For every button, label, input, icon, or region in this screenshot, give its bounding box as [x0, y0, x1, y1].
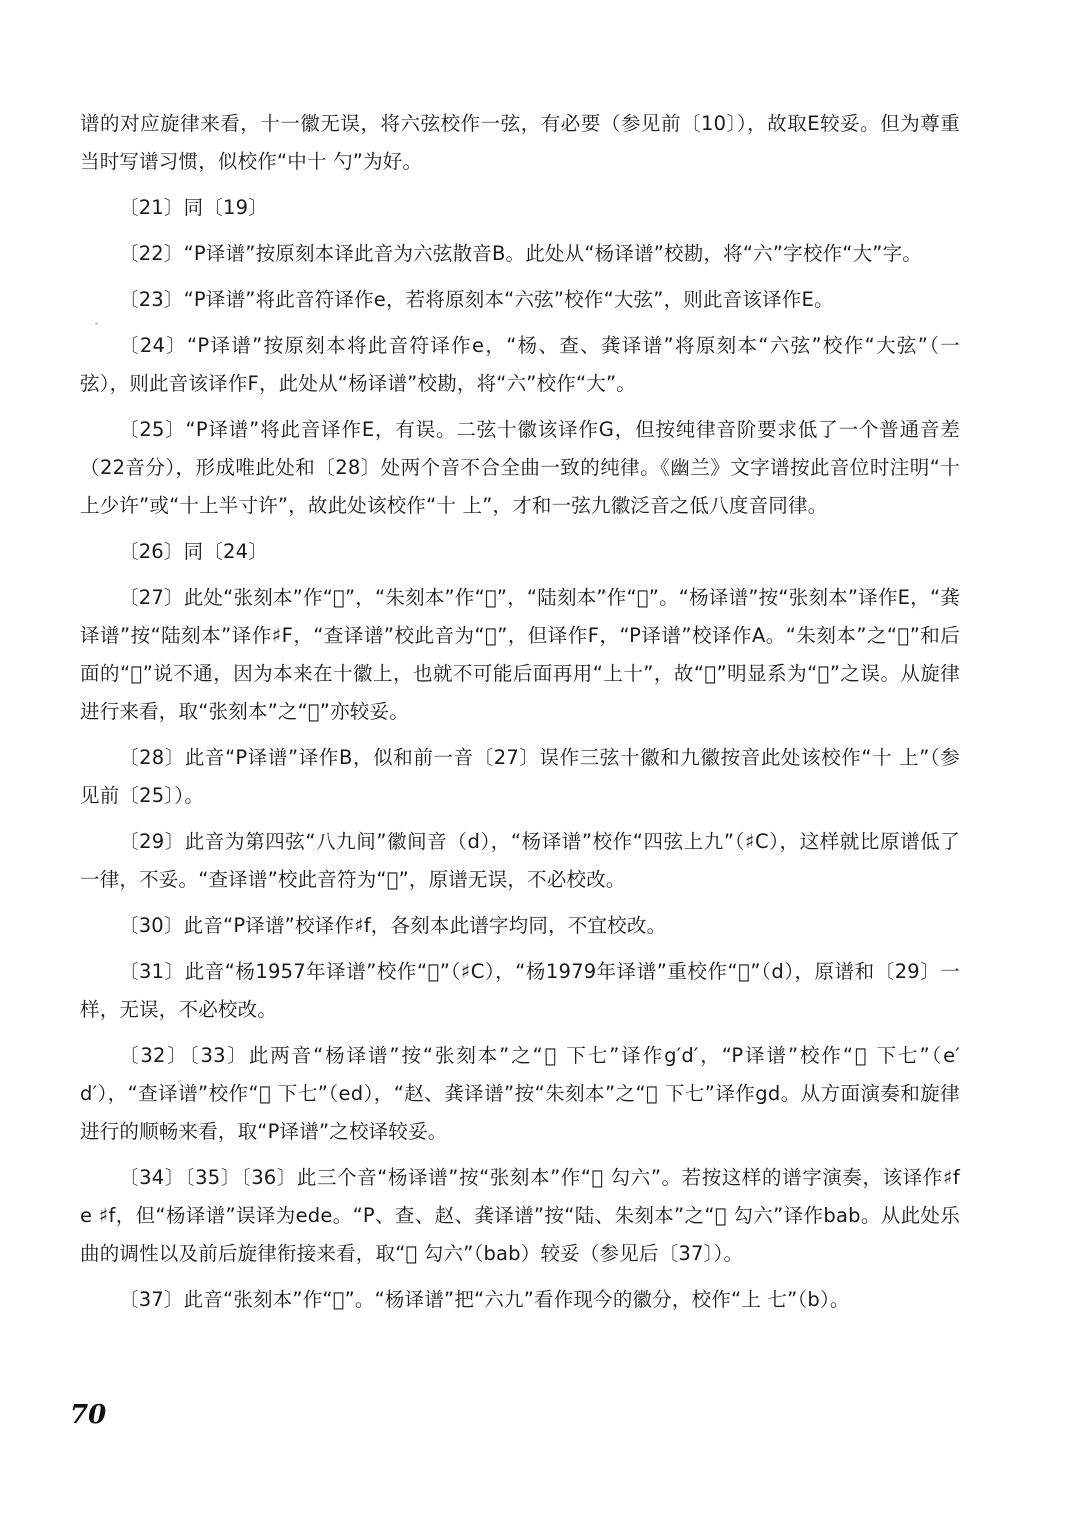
- page-number: 70: [70, 1400, 107, 1430]
- note-23: 〔23〕“P译谱”将此音符译作e，若将原刻本“六弦”校作“大弦”，则此音该译作E。: [119, 288, 834, 311]
- note-31: 〔31〕此音“杨1957年译谱”校作“𫝀”（♯C），“杨1979年译谱”重校作“𫝀”（d），原谱和〔29〕一样，无误，不必校改。: [80, 960, 960, 1021]
- note-22: 〔22〕“P译谱”按原刻本译此音为六弦散音B。此处从“杨译谱”校勘，将“六”字校作“大”字。: [119, 242, 922, 265]
- note-28: 〔28〕此音“P译谱”译作B，似和前一音〔27〕误作三弦十徽和九徽按音此处该校作“十 上”（参见前〔25〕）。: [80, 746, 960, 807]
- annotation-notes: [80, 105, 960, 1319]
- note-25: 〔25〕“P译谱”将此音译作E，有误。二弦十徽该译作G，但按纯律音阶要求低了一个普通音差（22音分），形成唯此处和〔28〕处两个音不合全曲一致的纯律。《幽兰》文字谱按此音位时注明“十上少许”或“十上半寸许”，故此处该校作“十 上”，才和一弦九徽泛音之低八度音同律。: [80, 418, 960, 517]
- note-24: 〔24〕“P译谱”按原刻本将此音符译作e，“杨、查、龚译谱”将原刻本“六弦”校作“大弦”（一弦），则此音该译作F，此处从“杨译谱”校勘，将“六”校作“大”。: [80, 334, 960, 395]
- ink-dot: [604, 591, 607, 594]
- note-32-33: 〔32〕〔33〕此两音“杨译谱”按“张刻本”之“𫝀 下七”译作g′d′，“P译谱”校作“𫝀 下七”（e′d′），“查译谱”校作“𫝀 下七”（ed），“赵、龚译谱”按“朱刻本”之“𫝀 下七”译作gd。从方面演奏和旋律进行的顺畅来看，取“P译谱”之校译较妥。: [80, 1044, 960, 1143]
- note-paragraph: 谱的对应旋律来看，十一徽无误，将六弦校作一弦，有必要（参见前〔10〕），故取E较妥。但为尊重当时写谱习惯，似校作“中十 勺”为好。: [80, 112, 960, 173]
- ink-dot: [95, 322, 98, 325]
- note-34-36: 〔34〕〔35〕〔36〕此三个音“杨译谱”按“张刻本”作“𫝀 勾六”。若按这样的谱字演奏，该译作♯f e ♯f，但“杨译谱”误译为ede。“P、查、赵、龚译谱”按“陆、朱刻本”之“𫝀 勾六”译作bab。从此处乐曲的调性以及前后旋律衔接来看，取“𫝀 勾六”（bab）较妥（参见后〔37〕）。: [80, 1166, 960, 1265]
- ink-dot: [178, 1080, 181, 1083]
- note-21: 〔21〕同〔19〕: [119, 196, 268, 219]
- note-26: 〔26〕同〔24〕: [119, 540, 268, 563]
- note-27: 〔27〕此处“张刻本”作“𫝀”，“朱刻本”作“𫝀”，“陆刻本”作“𫝀”。“杨译谱”按“张刻本”译作E，“龚译谱”按“陆刻本”译作♯F，“查译谱”校此音为“𫝀”，但译作F，“P译谱”校译作A。“朱刻本”之“𫝀”和后面的“𫝀”说不通，因为本来在十徽上，也就不可能后面再用“上十”，故“𫝀”明显系为“𫝀”之误。从旋律进行来看，取“张刻本”之“𫝀”亦较妥。: [80, 586, 960, 723]
- note-30: 〔30〕此音“P译谱”校译作♯f，各刻本此谱字均同，不宜校改。: [119, 914, 667, 937]
- note-29: 〔29〕此音为第四弦“八九间”徽间音（d），“杨译谱”校作“四弦上九”（♯C），这样就比原谱低了一律，不妥。“查译谱”校此音符为“𫝀”，原谱无误，不必校改。: [80, 830, 960, 891]
- note-37: 〔37〕此音“张刻本”作“𫝀”。“杨译谱”把“六九”看作现今的徽分，校作“上 七”（b）。: [119, 1288, 850, 1311]
